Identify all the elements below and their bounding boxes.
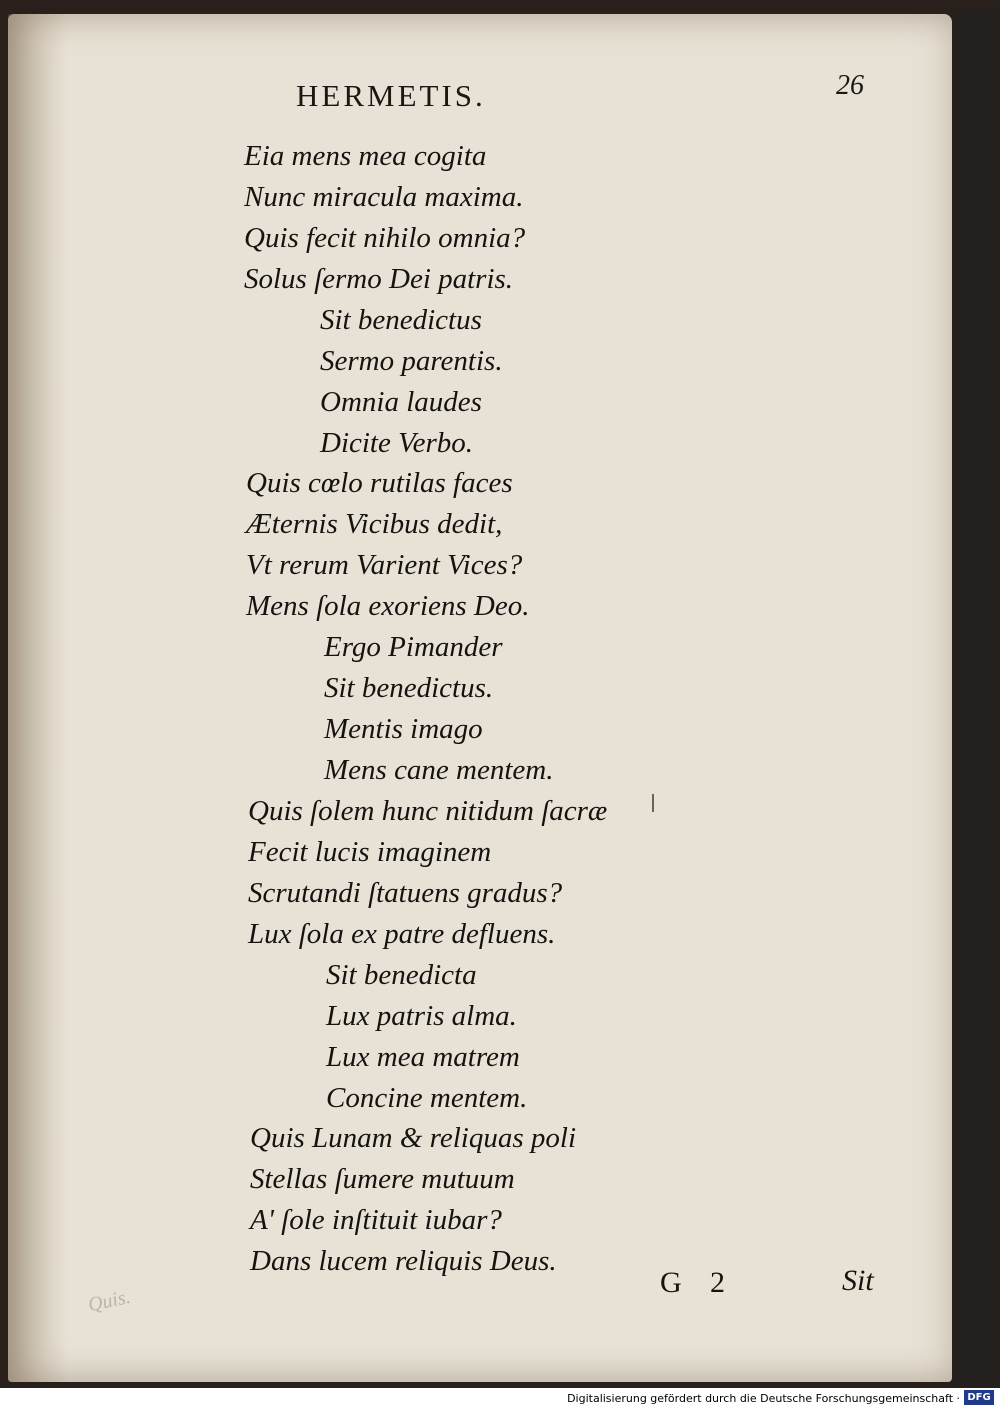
verse-line: Mentis imago <box>324 713 483 745</box>
verse-line: Lux patris alma. <box>326 1000 517 1032</box>
verse-line: Sit benedictus. <box>324 672 494 704</box>
verse-line: Sit benedicta <box>326 959 477 991</box>
verse-line: Lux mea matrem <box>326 1041 520 1073</box>
verse-line: Dans lucem reliquis Deus. <box>250 1245 557 1277</box>
verse-line: Fecit lucis imaginem <box>248 836 492 868</box>
digitization-credit: Digitalisierung gefördert durch die Deutsche Forschungsgemeinschaft · <box>567 1392 960 1405</box>
verse-line: Solus ſermo Dei patris. <box>244 263 514 295</box>
verse-line: A' ſole inſtituit iubar? <box>250 1204 502 1236</box>
signature-letter: G <box>660 1266 682 1299</box>
verse-line: Ergo Pimander <box>324 631 503 663</box>
page-number: 26 <box>836 70 864 101</box>
dfg-logo: DFG <box>964 1390 994 1405</box>
verse-line: Quis ſolem hunc nitidum ſacræ <box>248 795 608 827</box>
verse-line: Mens cane mentem. <box>324 754 554 786</box>
margin-mark <box>652 794 654 812</box>
verse-line: Stellas ſumere mutuum <box>250 1163 515 1195</box>
verse-line: Lux ſola ex patre defluens. <box>248 918 556 950</box>
page-edge-shadow <box>952 8 1000 1388</box>
verse-line: Eia mens mea cogita <box>244 140 487 172</box>
verse-line: Quis Lunam & reliquas poli <box>250 1122 577 1154</box>
bleed-through-mark: Quis. <box>86 1285 133 1317</box>
verse-line: Concine mentem. <box>326 1082 528 1114</box>
verse-line: Scrutandi ſtatuens gradus? <box>248 877 563 909</box>
verse-line: Nunc miracula maxima. <box>244 181 524 213</box>
verse-line: Mens ſola exoriens Deo. <box>246 590 530 622</box>
verse-line: Omnia laudes <box>320 386 482 418</box>
verse-line: Quis cœlo rutilas faces <box>246 467 513 499</box>
verse-line: Dicite Verbo. <box>320 427 474 459</box>
running-head: HERMETIS. <box>296 78 486 113</box>
verse-line: Æternis Vicibus dedit, <box>246 508 503 540</box>
verse-line: Vt rerum Varient Vices? <box>246 549 523 581</box>
verse-line: Quis fecit nihilo omnia? <box>244 222 526 254</box>
catchword: Sit <box>842 1264 874 1297</box>
signature-number: 2 <box>710 1266 725 1299</box>
verse-line: Sit benedictus <box>320 304 482 336</box>
page-gutter <box>8 14 68 1382</box>
verse-line: Sermo parentis. <box>320 345 503 377</box>
